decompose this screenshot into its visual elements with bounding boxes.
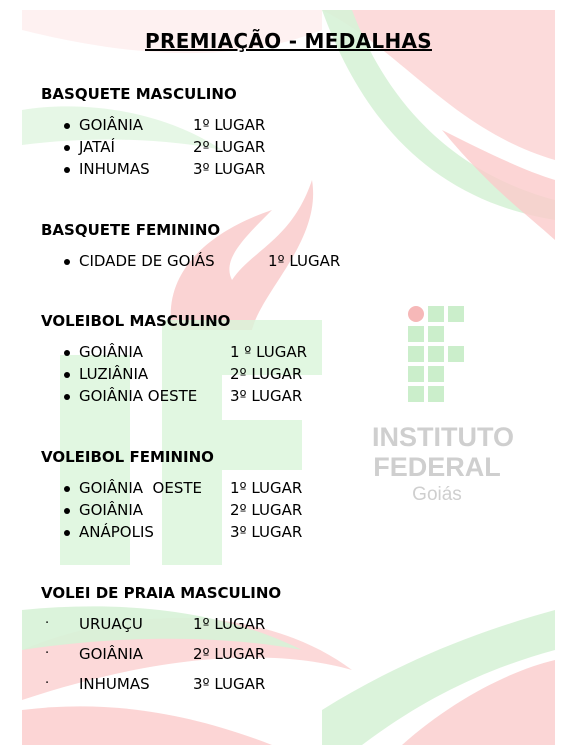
content [22, 10, 555, 745]
list-item [41, 250, 541, 272]
placement: 3º LUGAR [230, 523, 303, 541]
section-title: VOLEIBOL MASCULINO [41, 312, 231, 330]
section-voleibol-masculino [41, 311, 541, 407]
section-title: VOLEIBOL FEMININO [41, 448, 214, 466]
placement: 2º LUGAR [193, 138, 266, 156]
team-name: INHUMAS [79, 675, 150, 693]
results-list [41, 114, 541, 180]
team-name: ANÁPOLIS [79, 523, 154, 541]
section-basquete-masculino [41, 84, 541, 180]
results-list [41, 613, 541, 703]
list-item [41, 499, 541, 521]
team-name: CIDADE DE GOIÁS [79, 252, 215, 270]
team-name: GOIÂNIA OESTE [79, 387, 198, 405]
team-name: GOIÂNIA [79, 343, 144, 361]
team-name: GOIÂNIA [79, 501, 144, 519]
section-basquete-feminino [41, 220, 541, 272]
team-name: JATAÍ [79, 138, 115, 156]
team-name: GOIÂNIA [79, 645, 144, 663]
section-title: BASQUETE FEMININO [41, 221, 221, 239]
logo-line-3: Goiás [412, 484, 462, 505]
results-list [41, 250, 541, 272]
section-volei-de-praia-masculino [41, 583, 541, 703]
placement: 1º LUGAR [230, 479, 303, 497]
placement: 1º LUGAR [193, 116, 266, 134]
document-page [22, 10, 555, 745]
list-item [41, 477, 541, 499]
team-name: URUAÇU [79, 615, 143, 633]
section-title: BASQUETE MASCULINO [41, 85, 237, 103]
section-title: VOLEI DE PRAIA MASCULINO [41, 584, 282, 602]
list-item [41, 363, 541, 385]
placement: 2º LUGAR [230, 365, 303, 383]
placement: 2º LUGAR [193, 645, 266, 663]
list-item: · URUAÇU 1º LUGAR [45, 615, 266, 633]
logo-line-2: FEDERAL [373, 452, 501, 482]
list-item [41, 136, 541, 158]
placement: 3º LUGAR [193, 675, 266, 693]
section-voleibol-feminino [41, 447, 541, 543]
list-item [41, 114, 541, 136]
placement: 1º LUGAR [193, 615, 266, 633]
list-item [41, 521, 541, 543]
team-name: LUZIÂNIA [79, 365, 149, 383]
page-title: PREMIAÇÃO - MEDALHAS [145, 29, 432, 53]
team-name: INHUMAS [79, 160, 150, 178]
results-list [41, 477, 541, 543]
list-item [41, 158, 541, 180]
team-name: GOIÂNIA OESTE [79, 479, 203, 497]
placement: 3º LUGAR [193, 160, 266, 178]
list-item: · INHUMAS 3º LUGAR [45, 675, 266, 693]
list-item [41, 341, 541, 363]
list-item: · GOIÂNIA 2º LUGAR [45, 645, 266, 663]
logo-line-1: INSTITUTO [372, 422, 515, 452]
placement: 1 º LUGAR [230, 343, 308, 361]
placement: 2º LUGAR [230, 501, 303, 519]
placement: 1º LUGAR [268, 252, 341, 270]
list-item [41, 385, 541, 407]
team-name: GOIÂNIA [79, 116, 144, 134]
results-list [41, 341, 541, 407]
placement: 3º LUGAR [230, 387, 303, 405]
